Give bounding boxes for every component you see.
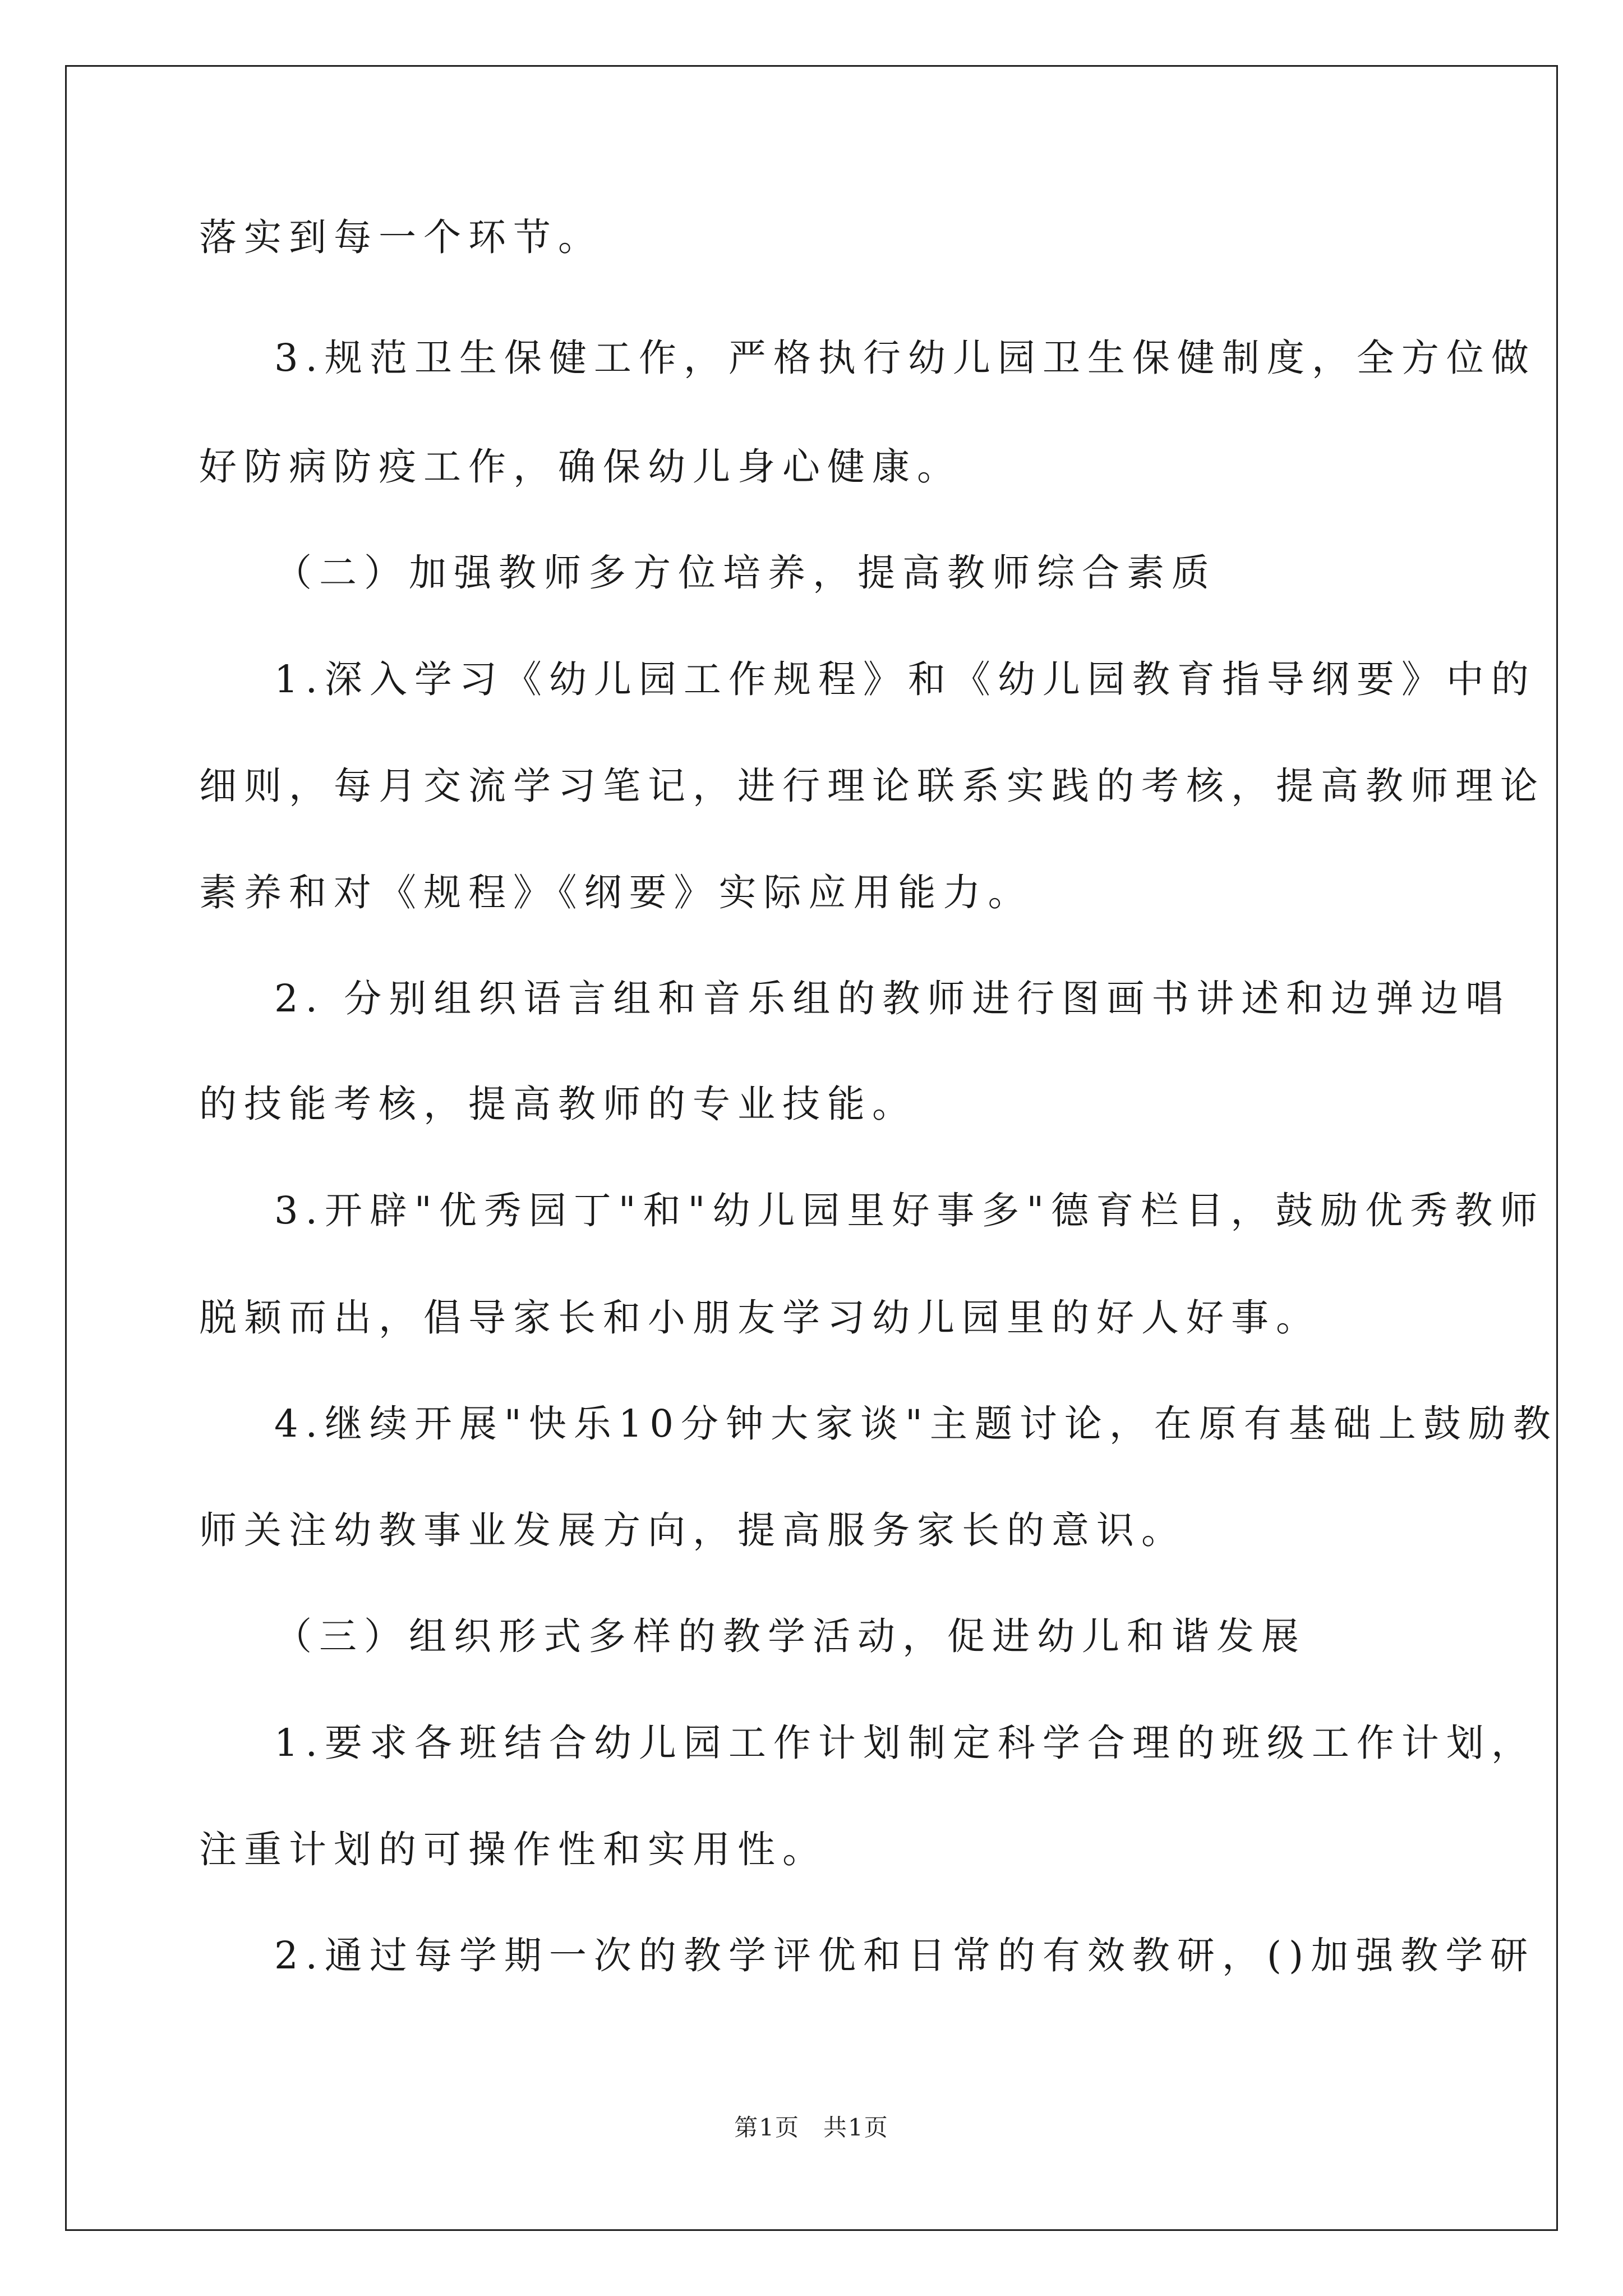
page-number-total: 共1页 <box>823 2114 889 2141</box>
text-line: 落实到每一个环节。 <box>199 215 603 259</box>
page-number-current: 第1页 <box>734 2114 800 2141</box>
section-heading: （二）加强教师多方位培养，提高教师综合素质 <box>274 551 1216 595</box>
text-line: 3.规范卫生保健工作，严格执行幼儿园卫生保健制度，全方位做 <box>274 336 1536 380</box>
text-line: 4.继续开展"快乐10分钟大家谈"主题讨论，在原有基础上鼓励教 <box>274 1402 1558 1446</box>
text-line: 好防病防疫工作，确保幼儿身心健康。 <box>199 445 962 489</box>
text-line: 的技能考核，提高教师的专业技能。 <box>199 1082 917 1126</box>
text-line: 细则，每月交流学习笔记，进行理论联系实践的考核，提高教师理论 <box>199 764 1545 808</box>
text-line: 素养和对《规程》《纲要》实际应用能力。 <box>199 871 1033 914</box>
text-line: 师关注幼教事业发展方向，提高服务家长的意识。 <box>199 1508 1186 1552</box>
page-border <box>65 65 1558 2231</box>
text-line: 1.深入学习《幼儿园工作规程》和《幼儿园教育指导纲要》中的 <box>274 657 1536 701</box>
text-line: 1.要求各班结合幼儿园工作计划制定科学合理的班级工作计划， <box>274 1721 1536 1765</box>
text-line: 脱颖而出，倡导家长和小朋友学习幼儿园里的好人好事。 <box>199 1296 1321 1340</box>
text-line: 注重计划的可操作性和实用性。 <box>199 1828 827 1871</box>
text-line: 3.开辟"优秀园丁"和"幼儿园里好事多"德育栏目，鼓励优秀教师 <box>274 1189 1545 1232</box>
text-line: 2. 分别组织语言组和音乐组的教师进行图画书讲述和边弹边唱 <box>274 977 1511 1020</box>
section-heading: （三）组织形式多样的教学活动，促进幼儿和谐发展 <box>274 1614 1306 1658</box>
text-line: 2.通过每学期一次的教学评优和日常的有效教研，()加强教学研 <box>274 1934 1536 1977</box>
page-footer <box>0 2111 1623 2145</box>
